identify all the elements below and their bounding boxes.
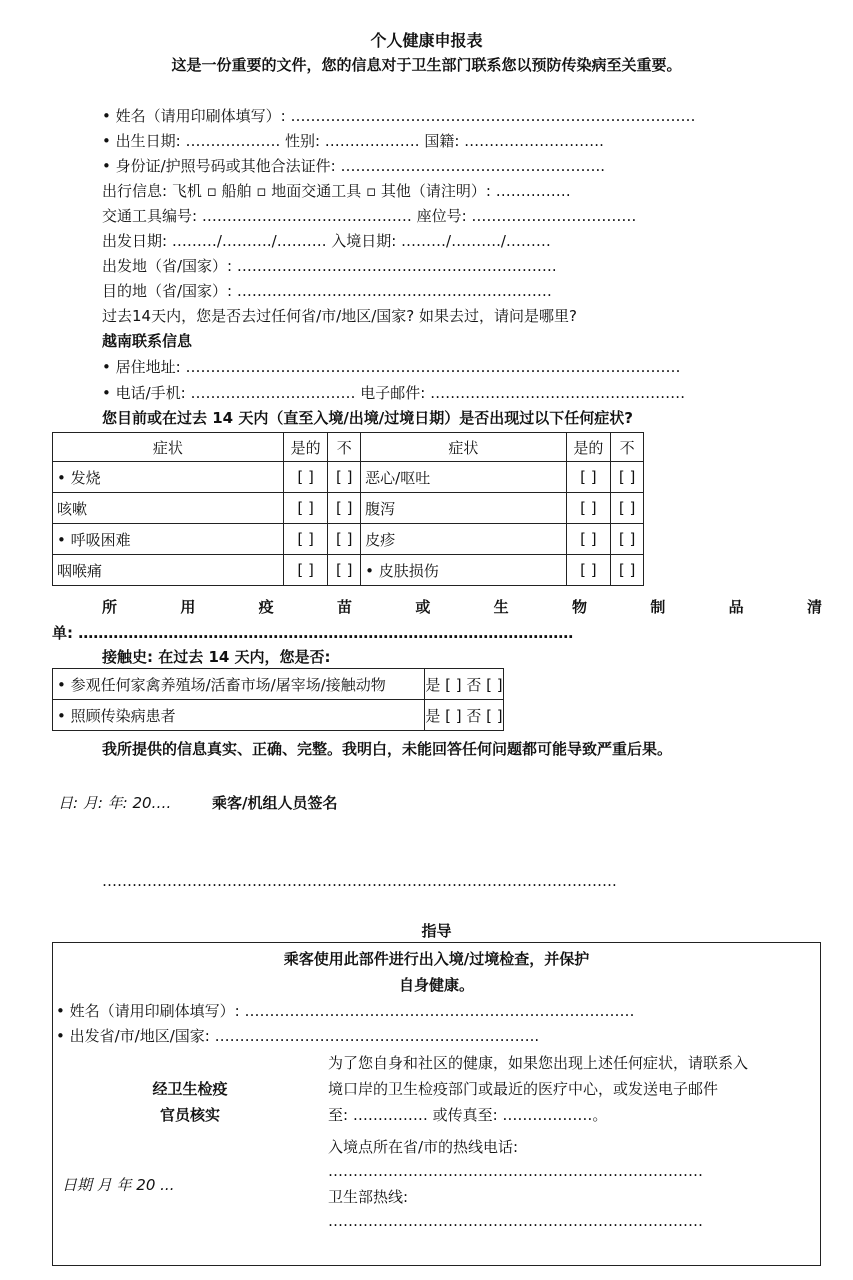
field-travel-info[interactable]: 出行信息: 飞机 ▫ 船舶 ▫ 地面交通工具 ▫ 其他（请注明）: …………… xyxy=(102,182,571,200)
field-dob-gender-nationality[interactable]: • 出生日期: ………………. 性别: ………………. 国籍: ………………………. xyxy=(102,132,604,150)
vaccine-label: 所 用 疫 苗 或 生 物 制 品 清 xyxy=(102,598,822,616)
ministry-hotline-label: 卫生部热线: xyxy=(328,1188,409,1206)
field-address[interactable]: • 居住地址: ……………………………………………………………………………………… xyxy=(102,358,681,376)
symptom-question: 您目前或在过去 14 天内（直至入境/出境/过境日期）是否出现过以下任何症状? xyxy=(102,409,633,427)
symptom-label: 腹泻 xyxy=(361,493,566,524)
field-vehicle-seat[interactable]: 交通工具编号: …………………………………… 座位号: …………………………… xyxy=(102,207,637,225)
yes-checkbox[interactable]: [ ] xyxy=(283,555,328,586)
header-symptom: 症状 xyxy=(361,433,566,462)
header-yes: 是的 xyxy=(283,433,328,462)
header-symptom: 症状 xyxy=(53,433,284,462)
form-subtitle: 这是一份重要的文件，您的信息对于卫生部门联系您以预防传染病至关重要。 xyxy=(171,56,682,74)
field-departure[interactable]: 出发地（省/国家）: ………………………………………………………. xyxy=(102,257,557,275)
yes-checkbox[interactable]: [ ] xyxy=(283,462,328,493)
no-checkbox[interactable]: [ ] xyxy=(611,555,644,586)
guide-heading: 乘客使用此部件进行出入境/过境检查，并保护 xyxy=(283,950,590,968)
form-title: 个人健康申报表 xyxy=(370,31,483,50)
yes-checkbox[interactable]: [ ] xyxy=(566,555,611,586)
contact-question: • 照顾传染病患者 xyxy=(53,700,425,731)
table-row xyxy=(53,700,504,731)
symptom-table-header xyxy=(53,433,644,462)
contact-question: • 参观任何家禽养殖场/活畜市场/屠宰场/接触动物 xyxy=(53,669,425,700)
hotline-field[interactable]: ………………………………………………………………… xyxy=(328,1162,703,1180)
vn-contact-heading: 越南联系信息 xyxy=(102,332,193,350)
guide-advice-contact[interactable]: 至: …………… 或传真至: ………………。 xyxy=(328,1106,608,1124)
table-row xyxy=(53,524,644,555)
table-row xyxy=(53,669,504,700)
guide-advice: 境口岸的卫生检疫部门或最近的医疗中心，或发送电子邮件 xyxy=(328,1080,719,1098)
guide-origin-field[interactable]: • 出发省/市/地区/国家: ……………………………………………………….. xyxy=(56,1027,540,1045)
symptom-label: • 发烧 xyxy=(53,462,284,493)
no-checkbox[interactable]: [ ] xyxy=(328,524,361,555)
symptom-label: 恶心/呕吐 xyxy=(361,462,566,493)
symptom-table xyxy=(52,432,644,586)
guide-name-field[interactable]: • 姓名（请用印刷体填写）: …………………………………………………………………… xyxy=(56,1002,635,1020)
field-dates[interactable]: 出发日期: ………/………./………. 入境日期: ………/………./……… xyxy=(102,232,551,250)
no-checkbox[interactable]: [ ] xyxy=(611,524,644,555)
symptom-label: 皮疹 xyxy=(361,524,566,555)
table-row xyxy=(53,493,644,524)
header-no: 不 xyxy=(328,433,361,462)
no-checkbox[interactable]: [ ] xyxy=(328,462,361,493)
symptom-label: 咳嗽 xyxy=(53,493,284,524)
field-travel-history: 过去14天内，您是否去过任何省/市/地区/国家? 如果去过，请问是哪里? xyxy=(102,307,577,325)
field-id-number[interactable]: • 身份证/护照号码或其他合法证件: …………………………………………….. xyxy=(102,157,606,175)
field-phone-email[interactable]: • 电话/手机: …………………………… 电子邮件: …………………………………………… xyxy=(102,384,686,402)
yes-checkbox[interactable]: [ ] xyxy=(283,493,328,524)
declaration: 我所提供的信息真实、正确、完整。我明白，未能回答任何问题都可能导致严重后果。 xyxy=(102,740,673,758)
symptom-label: • 皮肤损伤 xyxy=(361,555,566,586)
no-checkbox[interactable]: [ ] xyxy=(328,555,361,586)
yes-checkbox[interactable]: [ ] xyxy=(566,493,611,524)
header-yes: 是的 xyxy=(566,433,611,462)
hotline-label: 入境点所在省/市的热线电话: xyxy=(328,1138,519,1156)
no-checkbox[interactable]: [ ] xyxy=(328,493,361,524)
no-checkbox[interactable]: [ ] xyxy=(611,462,644,493)
officer-verify-label: 经卫生检疫 xyxy=(152,1080,228,1098)
yes-no-checkbox[interactable]: 是 [ ] 否 [ ] xyxy=(425,669,504,700)
symptom-label: • 呼吸困难 xyxy=(53,524,284,555)
guide-advice: 为了您自身和社区的健康，如果您出现上述任何症状，请联系入 xyxy=(328,1054,749,1072)
yes-checkbox[interactable]: [ ] xyxy=(283,524,328,555)
yes-checkbox[interactable]: [ ] xyxy=(566,524,611,555)
contact-heading: 接触史: 在过去 14 天内，您是否: xyxy=(102,648,331,666)
contact-table xyxy=(52,668,504,731)
yes-checkbox[interactable]: [ ] xyxy=(566,462,611,493)
date-line[interactable]: 日: 月: 年: 20…. xyxy=(58,794,172,812)
signature-line[interactable]: …………………………………………………………………………………………. xyxy=(102,872,617,890)
no-checkbox[interactable]: [ ] xyxy=(611,493,644,524)
field-destination[interactable]: 目的地（省/国家）: ……………………………………………………… xyxy=(102,282,552,300)
header-no: 不 xyxy=(611,433,644,462)
guide-heading: 自身健康。 xyxy=(398,976,474,994)
vaccine-field[interactable]: 单: ……………………………………………………………………………………… xyxy=(52,624,574,642)
guide-date[interactable]: 日期 月 年 20 ... xyxy=(62,1176,175,1194)
field-name[interactable]: • 姓名（请用印刷体填写）: ……………………………………………………………………… xyxy=(102,107,696,125)
officer-verify-label: 官员核实 xyxy=(159,1106,220,1124)
table-row xyxy=(53,555,644,586)
table-row xyxy=(53,462,644,493)
signature-label: 乘客/机组人员签名 xyxy=(212,794,338,812)
ministry-hotline-field[interactable]: ………………………………………………………………… xyxy=(328,1212,703,1230)
guide-title: 指导 xyxy=(421,922,452,940)
symptom-label: 咽喉痛 xyxy=(53,555,284,586)
yes-no-checkbox[interactable]: 是 [ ] 否 [ ] xyxy=(425,700,504,731)
